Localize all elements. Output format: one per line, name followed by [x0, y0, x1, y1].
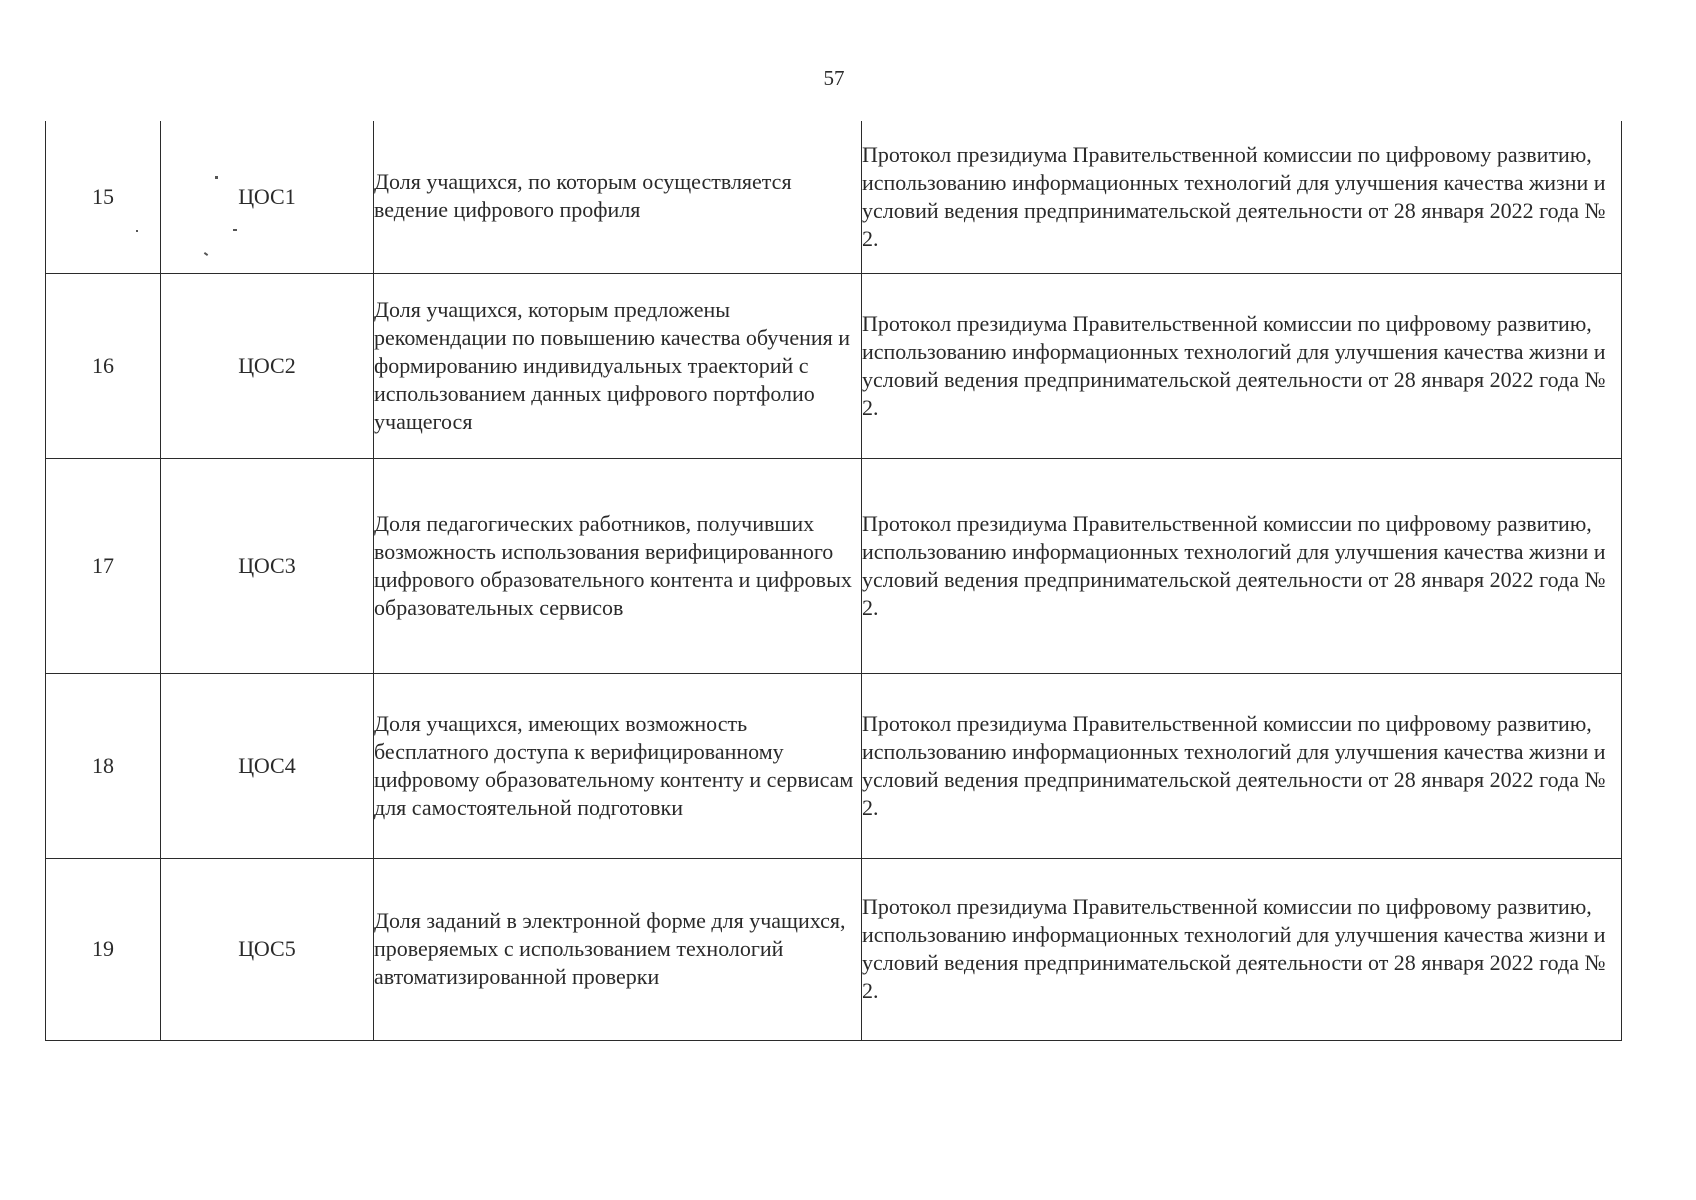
row-number-cell — [46, 121, 161, 273]
indicator-name: Доля педагогических работников, получивших возможность использования верифицированного цифрового образовательного контента и цифровых образовательных сервисов — [374, 510, 852, 620]
scan-speck — [136, 230, 138, 232]
table-row — [46, 673, 1622, 858]
row-number: 17 — [92, 552, 114, 578]
source-document: Протокол президиума Правительственной комиссии по цифровому развитию, использованию информационных технологий для улучшения качества жизни и условий ведения предпринимательской деятельности от 28 января 2022 года № 2. — [862, 710, 1606, 820]
indicator-name: Доля учащихся, которым предложены рекомендации по повышению качества обучения и формированию индивидуальных траекторий с использованием данных цифрового портфолио учащегося — [374, 296, 851, 434]
table-row — [46, 858, 1622, 1040]
source-cell — [862, 121, 1622, 273]
scan-speck — [233, 229, 237, 231]
indicator-name-cell — [374, 858, 862, 1040]
source-cell — [862, 858, 1622, 1040]
source-document: Протокол президиума Правительственной комиссии по цифровому развитию, использованию информационных технологий для улучшения качества жизни и условий ведения предпринимательской деятельности от 28 января 2022 года № 2. — [862, 510, 1606, 620]
source-document: Протокол президиума Правительственной комиссии по цифровому развитию, использованию информационных технологий для улучшения качества жизни и условий ведения предпринимательской деятельности от 28 января 2022 года № 2. — [862, 310, 1606, 420]
indicator-name-cell — [374, 673, 862, 858]
indicator-code-cell — [161, 673, 374, 858]
indicator-code-cell — [161, 273, 374, 458]
indicator-name: Доля заданий в электронной форме для учащихся, проверяемых с использованием технологий автоматизированной проверки — [374, 908, 846, 989]
page-number: 57 — [823, 66, 845, 90]
scan-speck — [215, 176, 218, 179]
row-number-cell — [46, 273, 161, 458]
indicator-code: ЦОС4 — [238, 752, 296, 778]
indicator-name-cell — [374, 121, 862, 273]
row-number: 19 — [92, 936, 114, 961]
source-cell — [862, 273, 1622, 458]
row-number: 15 — [92, 183, 114, 209]
source-cell — [862, 458, 1622, 673]
indicator-code: ЦОС2 — [238, 352, 296, 378]
indicator-code-cell — [161, 858, 374, 1040]
indicators-table — [45, 121, 1622, 1041]
indicator-code: ЦОС5 — [238, 936, 296, 961]
source-document: Протокол президиума Правительственной комиссии по цифровому развитию, использованию информационных технологий для улучшения качества жизни и условий ведения предпринимательской деятельности от 28 января 2022 года № 2. — [862, 141, 1606, 251]
source-document: Протокол президиума Правительственной комиссии по цифровому развитию, использованию информационных технологий для улучшения качества жизни и условий ведения предпринимательской деятельности от 28 января 2022 года № 2. — [862, 894, 1606, 1003]
table-row — [46, 273, 1622, 458]
indicator-code: ЦОС1 — [238, 183, 296, 209]
row-number: 18 — [92, 752, 114, 778]
indicator-code-cell — [161, 121, 374, 273]
indicator-name: Доля учащихся, имеющих возможность бесплатного доступа к верифицированному цифровому образовательному контенту и сервисам для самостоятельной подготовки — [374, 710, 854, 820]
row-number-cell — [46, 673, 161, 858]
source-cell — [862, 673, 1622, 858]
indicator-name: Доля учащихся, по которым осуществляется ведение цифрового профиля — [374, 169, 792, 222]
indicator-code: ЦОС3 — [238, 552, 296, 578]
table-row — [46, 121, 1622, 273]
indicator-code-cell — [161, 458, 374, 673]
row-number: 16 — [92, 352, 114, 378]
indicator-name-cell — [374, 458, 862, 673]
row-number-cell — [46, 858, 161, 1040]
row-number-cell — [46, 458, 161, 673]
indicator-name-cell — [374, 273, 862, 458]
table-row — [46, 458, 1622, 673]
